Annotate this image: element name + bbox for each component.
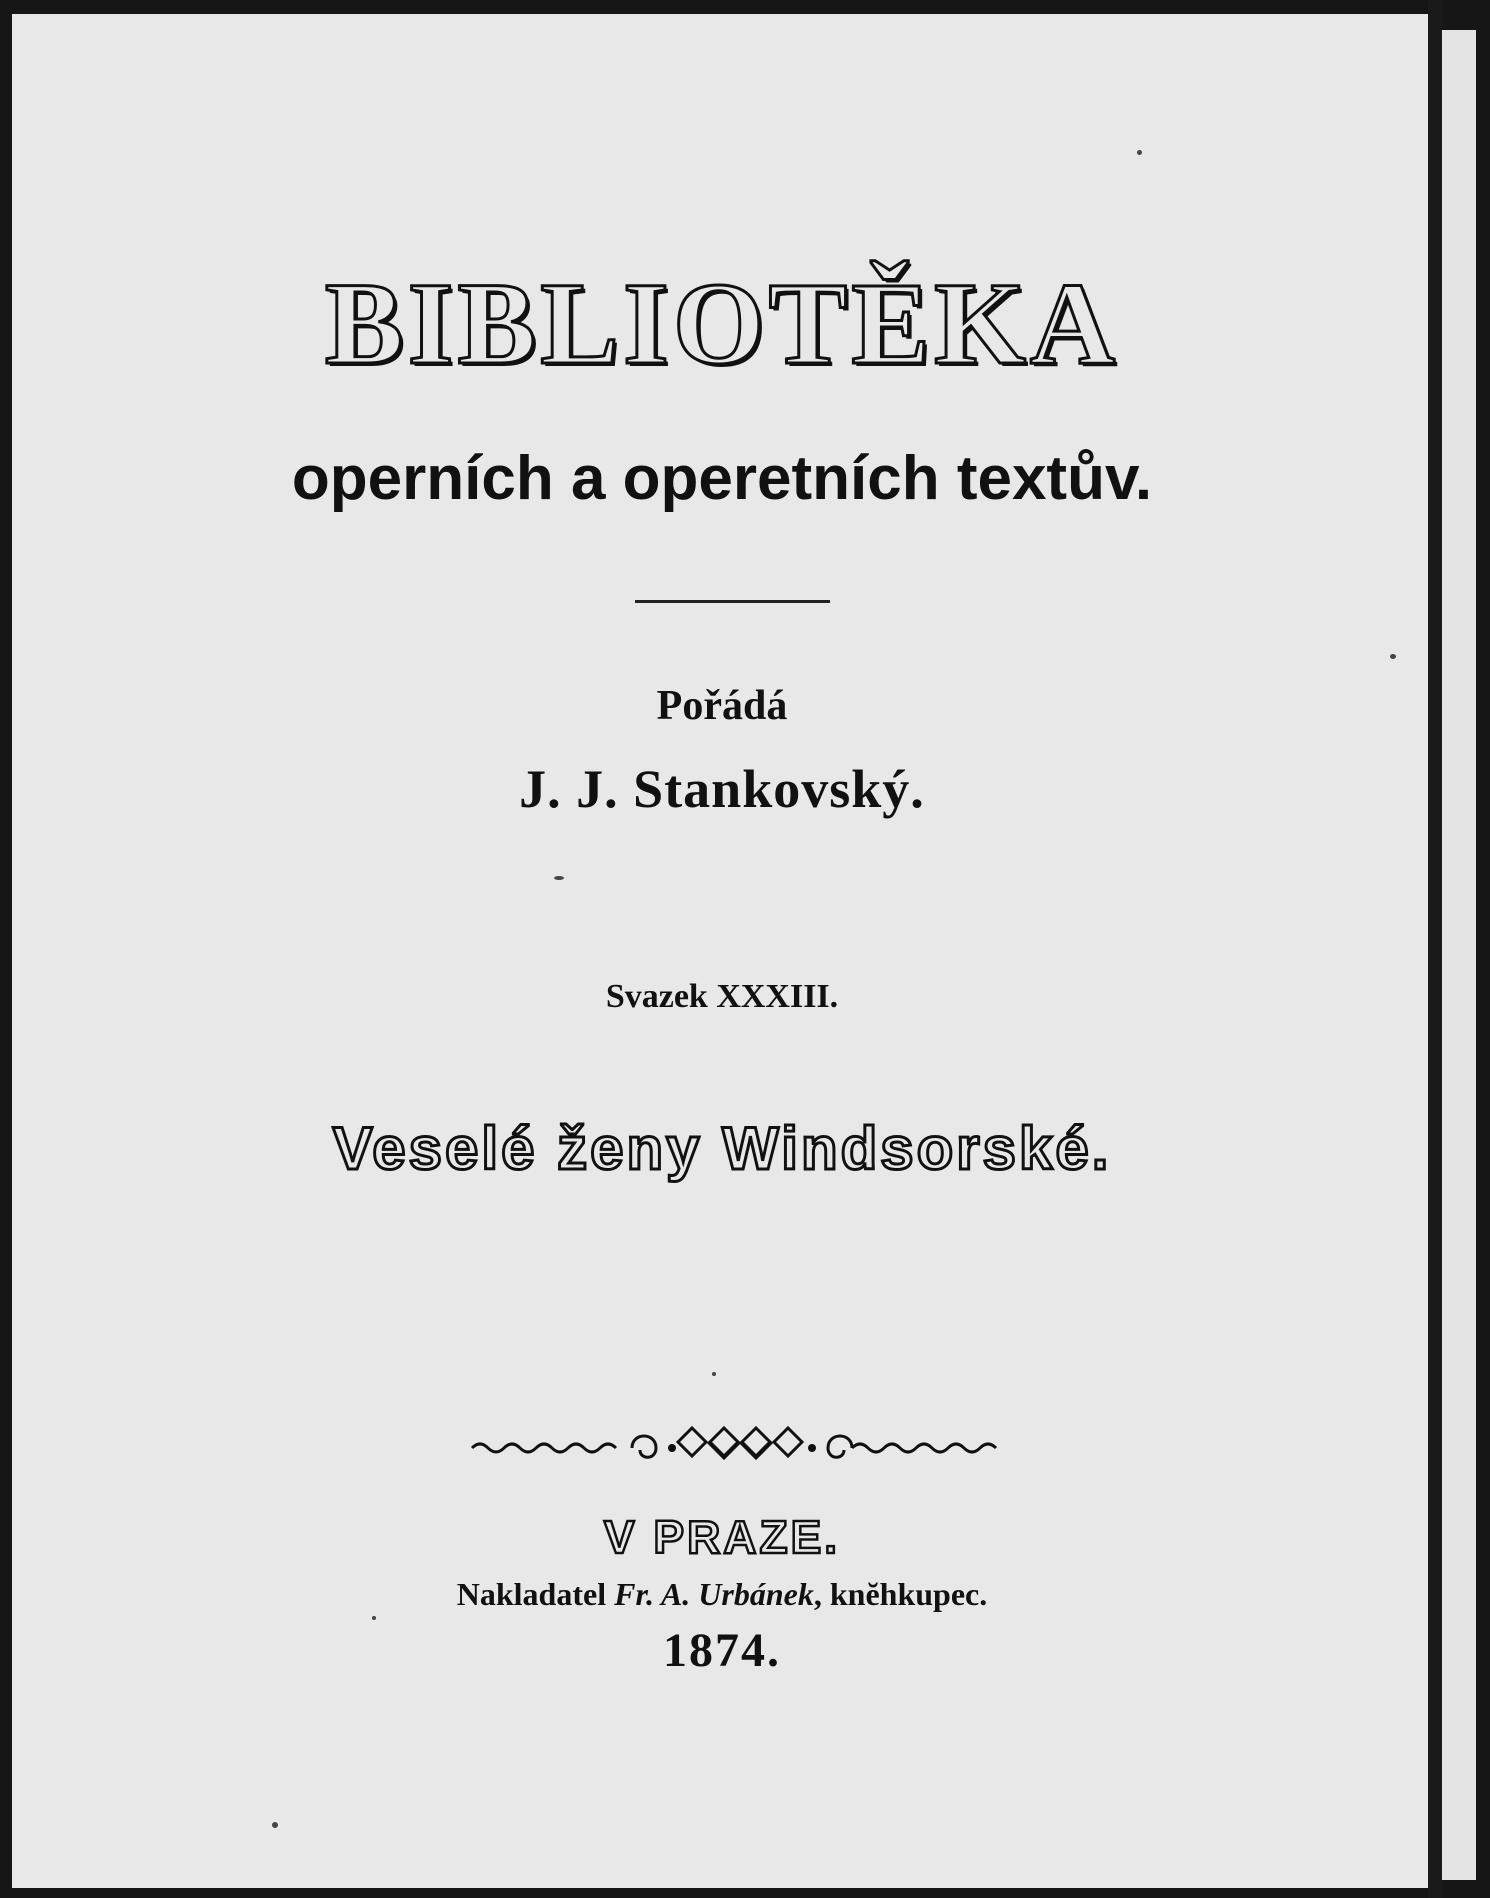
binding-spine bbox=[1428, 0, 1442, 1898]
publisher-prefix: Nakladatel bbox=[456, 1576, 615, 1612]
paper-speck bbox=[1137, 150, 1142, 155]
imprint-publisher bbox=[12, 1574, 1432, 1614]
divider-rule bbox=[635, 600, 830, 603]
editor-name: J. J. Stankovský. bbox=[519, 759, 925, 819]
publisher-suffix: , knĕhkupec. bbox=[813, 1576, 988, 1612]
paper-speck bbox=[1390, 654, 1396, 659]
paper-speck bbox=[712, 1372, 716, 1376]
library-title: BIBLIOTĚKA bbox=[324, 258, 1120, 389]
paper-speck bbox=[554, 876, 564, 880]
publisher-name: Fr. A. Urbánek bbox=[614, 1576, 814, 1612]
title-page bbox=[12, 14, 1432, 1888]
ornament-flourish-icon bbox=[462, 1414, 1022, 1474]
library-subtitle: operních a operetních textův. bbox=[291, 444, 1153, 513]
paper-speck bbox=[272, 1822, 278, 1828]
binding-edge bbox=[1476, 0, 1490, 1898]
work-title: Veselé ženy Windsorské. bbox=[332, 1115, 1112, 1182]
paper-speck bbox=[372, 1616, 376, 1620]
editor-label: Pořádá bbox=[656, 683, 788, 729]
volume-number: Svazek XXXIII. bbox=[605, 978, 839, 1015]
imprint-city: V PRAZE. bbox=[603, 1511, 841, 1563]
imprint-year: 1874. bbox=[663, 1624, 781, 1677]
